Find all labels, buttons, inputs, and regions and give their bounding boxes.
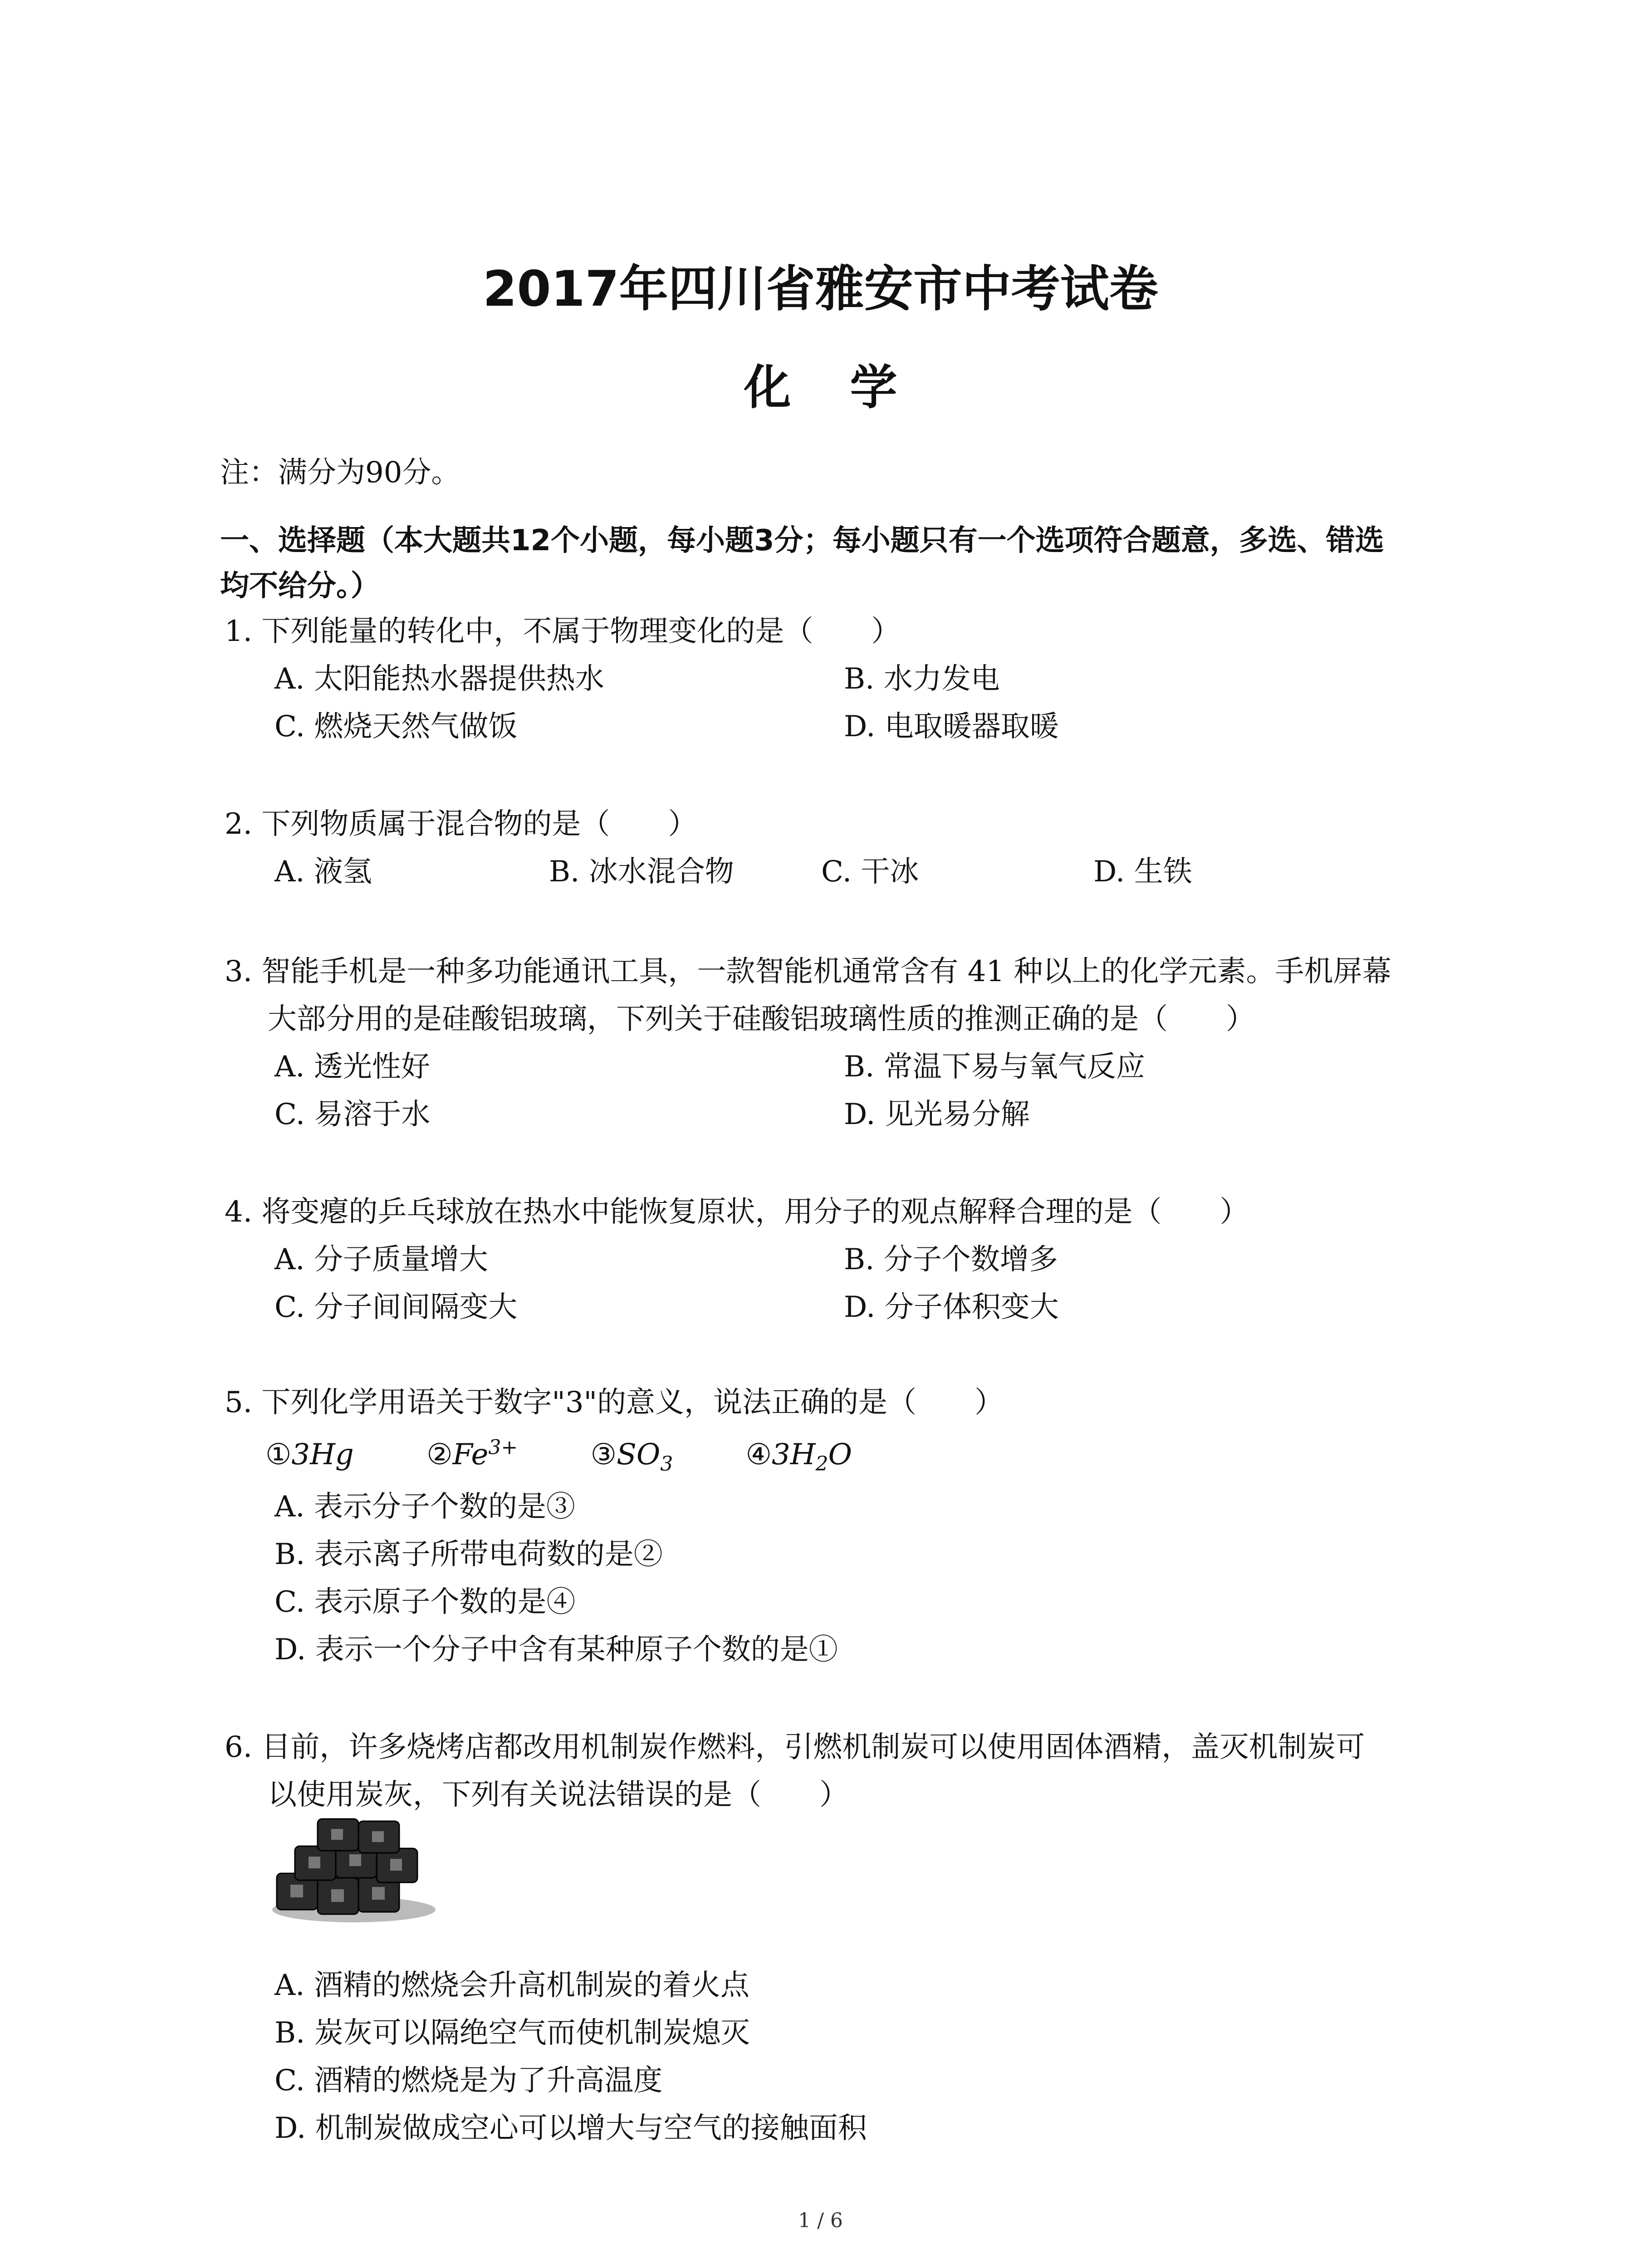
q5-option-a: A. 表示分子个数的是③ [274,1490,575,1524]
q5-option-b: B. 表示离子所带电荷数的是② [274,1538,663,1571]
q4-option-d: D. 分子体积变大 [844,1290,1059,1324]
q6-option-a: A. 酒精的燃烧会升高机制炭的着火点 [274,1969,749,2002]
q6-stem-line2: 以使用炭灰，下列有关说法错误的是（ ） [268,1778,848,1812]
section-heading-line1: 一、选择题（本大题共12个小题，每小题3分；每小题只有一个选项符合题意，多选、错选 [220,524,1384,557]
formula-2: $②Fe^{3+}$ [426,1436,518,1472]
q4-option-b: B. 分子个数增多 [844,1243,1058,1276]
subject-title: 化学 [744,360,956,415]
q2-option-a: A. 液氢 [274,855,372,889]
q5-option-c: C. 表示原子个数的是④ [274,1585,576,1619]
q3-stem-line2: 大部分用的是硅酸铝玻璃，下列关于硅酸铝玻璃性质的推测正确的是（ ） [268,1002,1255,1036]
charcoal-briquettes-image [268,1810,440,1928]
formula-1: ①3Hg [265,1438,354,1472]
q1-option-d: D. 电取暖器取暖 [844,710,1059,743]
exam-title: 2017年四川省雅安市中考试卷 [483,261,1158,318]
q3-option-b: B. 常温下易与氧气反应 [844,1050,1145,1084]
q2-option-d: D. 生铁 [1093,855,1192,889]
score-note: 注：满分为90分。 [220,456,460,489]
q1-option-a: A. 太阳能热水器提供热水 [274,662,604,696]
q3-option-a: A. 透光性好 [274,1050,430,1084]
q1-stem: 1. 下列能量的转化中，不属于物理变化的是（ ） [225,615,901,648]
page-number: 1 / 6 [798,2209,843,2232]
q2-option-c: C. 干冰 [821,855,919,889]
formula-3: $③SO_3$ [590,1438,673,1476]
q6-option-d: D. 机制炭做成空心可以增大与空气的接触面积 [274,2112,867,2145]
q5-stem: 5. 下列化学用语关于数字"3"的意义，说法正确的是（ ） [225,1386,1004,1419]
q3-stem-line1: 3. 智能手机是一种多功能通讯工具，一款智能机通常含有 41 种以上的化学元素。手机屏幕 [225,955,1391,988]
section-heading-line2: 均不给分。） [220,569,380,603]
q6-stem-line1: 6. 目前，许多烧烤店都改用机制炭作燃料，引燃机制炭可以使用固体酒精，盖灭机制炭可 [225,1730,1365,1764]
q6-option-b: B. 炭灰可以隔绝空气而使机制炭熄灭 [274,2016,750,2050]
q5-option-d: D. 表示一个分子中含有某种原子个数的是① [274,1633,838,1667]
q5-formula-list [265,1438,916,1474]
q3-option-d: D. 见光易分解 [844,1098,1030,1131]
q3-option-c: C. 易溶于水 [274,1098,431,1131]
q4-stem: 4. 将变瘪的乒乓球放在热水中能恢复原状，用分子的观点解释合理的是（ ） [225,1195,1249,1229]
q1-option-c: C. 燃烧天然气做饭 [274,710,518,743]
q1-option-b: B. 水力发电 [844,662,1000,696]
q4-option-a: A. 分子质量增大 [274,1243,488,1276]
formula-4: $④3H_2O$ [745,1438,852,1476]
q2-stem: 2. 下列物质属于混合物的是（ ） [225,807,697,841]
q4-option-c: C. 分子间间隔变大 [274,1290,518,1324]
q2-option-b: B. 冰水混合物 [549,855,734,889]
q6-option-c: C. 酒精的燃烧是为了升高温度 [274,2064,663,2097]
